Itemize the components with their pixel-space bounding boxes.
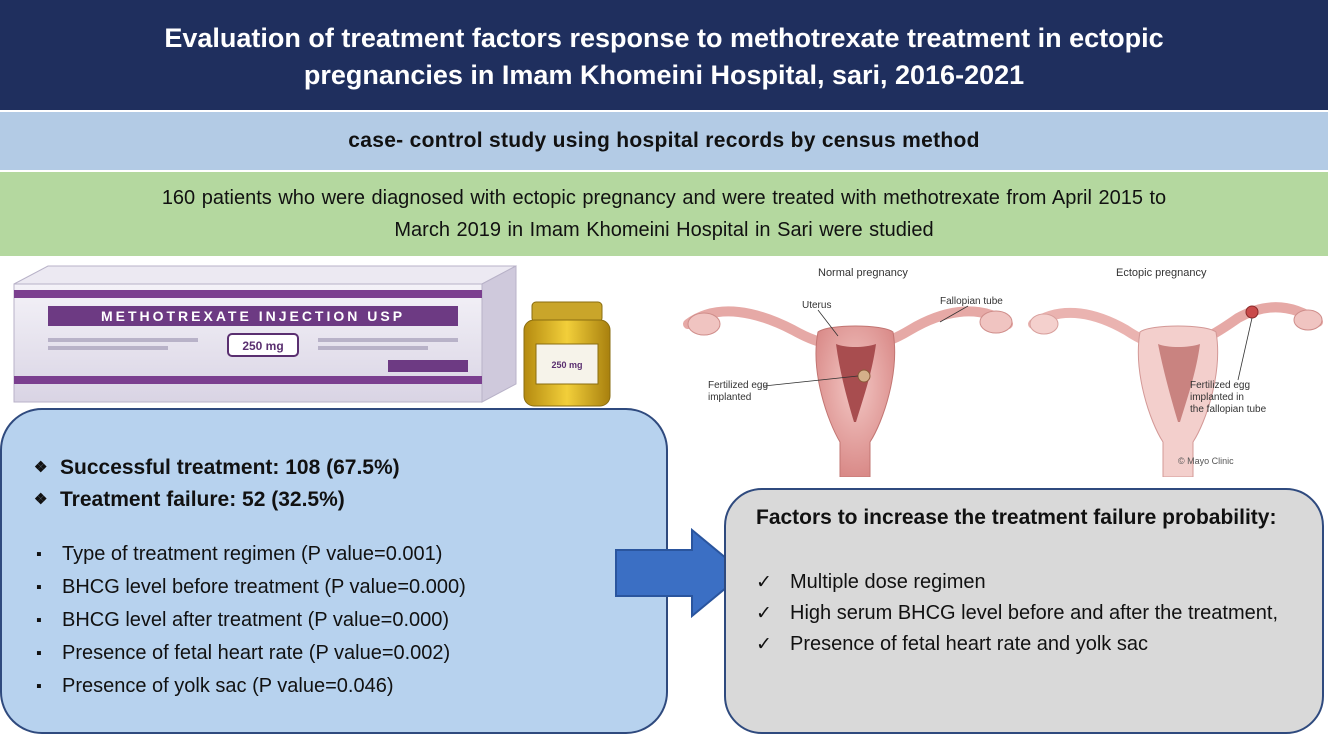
title-line-1: Evaluation of treatment factors response to methotrexate treatment in ectopic xyxy=(164,23,1164,53)
diamond-bullet-icon: ❖ xyxy=(34,459,48,476)
failure-text: Treatment failure: 52 (32.5%) xyxy=(60,488,345,511)
square-bullet-icon: ▪ xyxy=(36,645,42,662)
conclusion-heading: Factors to increase the treatment failure probability: xyxy=(756,506,1277,529)
list-item: ▪ Type of treatment regimen (P value=0.001) xyxy=(34,538,636,571)
study-design-banner: case- control study using hospital records by census method xyxy=(0,112,1328,170)
square-bullet-icon: ▪ xyxy=(36,612,42,629)
ectopic-egg-label-2: implanted in xyxy=(1190,392,1244,403)
uterus-label: Uterus xyxy=(802,300,832,311)
failure-line xyxy=(34,484,636,516)
drug-box-dose: 250 mg xyxy=(242,339,284,353)
list-item: ✓ Presence of fetal heart rate and yolk sac xyxy=(756,629,1302,660)
normal-pregnancy-label: Normal pregnancy xyxy=(818,267,908,279)
square-bullet-icon: ▪ xyxy=(36,579,42,596)
results-panel xyxy=(0,408,668,734)
list-item: ▪ Presence of fetal heart rate (P value=0.002) xyxy=(34,637,636,670)
list-item: ▪ BHCG level after treatment (P value=0.000) xyxy=(34,604,636,637)
fallopian-tube-label: Fallopian tube xyxy=(940,296,1003,307)
checkmark-icon: ✓ xyxy=(756,572,772,593)
conclusion-panel xyxy=(724,488,1324,734)
fertilized-egg-label-1: Fertilized egg xyxy=(708,380,769,391)
title-line-2: pregnancies in Imam Khomeini Hospital, sari, 2016-2021 xyxy=(303,60,1025,90)
population-banner xyxy=(0,172,1328,256)
list-item: ▪ BHCG level before treatment (P value=0.000) xyxy=(34,571,636,604)
population-line-2: March 2019 in Imam Khomeini Hospital in Sari were studied xyxy=(394,219,934,241)
population-line-1: 160 patients who were diagnosed with ectopic pregnancy and were treated with methotrexate from April 2015 to xyxy=(161,187,1167,209)
checkmark-icon: ✓ xyxy=(756,634,772,655)
list-item: ✓ High serum BHCG level before and after the treatment, xyxy=(756,598,1302,629)
list-item: ✓ Multiple dose regimen xyxy=(756,567,1302,598)
diamond-bullet-icon: ❖ xyxy=(34,491,48,508)
list-item: ▪ Presence of yolk sac (P value=0.046) xyxy=(34,670,636,703)
drug-box-label: METHOTREXATE INJECTION USP xyxy=(100,308,406,324)
checkmark-icon: ✓ xyxy=(756,603,772,624)
image-credit: © Mayo Clinic xyxy=(1178,456,1234,466)
title-banner xyxy=(0,0,1328,110)
ectopic-pregnancy-diagram xyxy=(678,262,1328,477)
vial-dose: 250 mg xyxy=(551,360,583,370)
success-line xyxy=(34,452,636,484)
methotrexate-package-image xyxy=(8,262,628,412)
ectopic-egg-label-1: Fertilized egg xyxy=(1190,380,1251,391)
fertilized-egg-label-2: implanted xyxy=(708,392,752,403)
success-text: Successful treatment: 108 (67.5%) xyxy=(60,456,400,479)
ectopic-egg-label-3: the fallopian tube xyxy=(1190,404,1267,415)
square-bullet-icon: ▪ xyxy=(36,678,42,695)
square-bullet-icon: ▪ xyxy=(36,546,42,563)
ectopic-pregnancy-label: Ectopic pregnancy xyxy=(1116,267,1207,279)
